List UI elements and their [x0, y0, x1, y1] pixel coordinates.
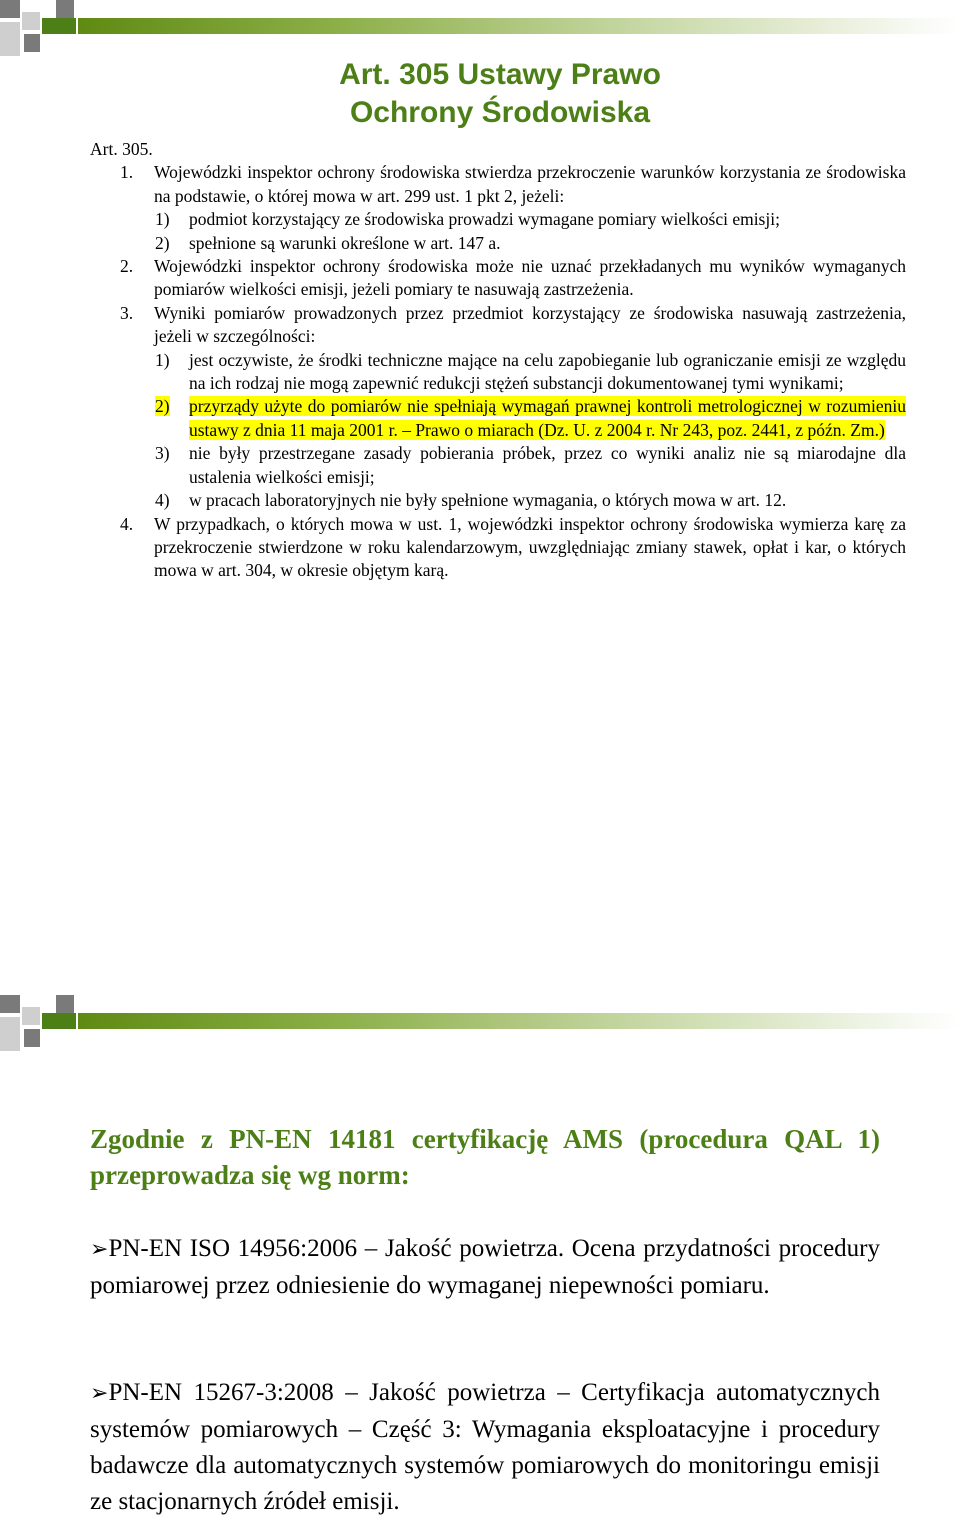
light-square-icon: [22, 12, 40, 30]
header-gradient-bar: [78, 18, 960, 34]
header-gradient-bar: [78, 1013, 960, 1029]
highlighted-sub-list-item: 2) przyrządy użyte do pomiarów nie spełniają wymagań prawnej kontroli metrologicznej w rozumieniu ustawy z dnia 11 maja 2001 r. – Prawo o miarach (Dz. U. z 2004 r. Nr 243, poz. 2441, z późn. Zm.): [155, 396, 906, 440]
norm-bullet: ➢PN-EN ISO 14956:2006 – Jakość powietrza. Ocena przydatności procedury pomiarowej przez odniesienie do wymaganej niepewności pomiaru.: [90, 1235, 880, 1299]
gray-square-icon: [0, 0, 20, 18]
green-square-icon: [42, 1013, 76, 1029]
sub-list-item: 3) nie były przestrzegane zasady pobierania próbek, przez co wyniki analiz nie są miarodajne dla ustalenia wielkości emisji;: [155, 443, 906, 487]
gray-square-icon: [24, 34, 40, 52]
list-item: 4. W przypadkach, o których mowa w ust. 1, wojewódzki inspektor ochrony środowiska wymierza karę za przekroczenie stwierdzone w roku kalendarzowym, uwzględniając zmiany stawek, opłat i kar, o których mowa w art. 304, w okresie objętym karą.: [120, 513, 906, 581]
sub-list-item: 2) spełnione są warunki określone w art. 147 a.: [155, 232, 501, 253]
sub-list-item: 1) podmiot korzystający ze środowiska prowadzi wymagane pomiary wielkości emisji;: [155, 209, 780, 230]
header-decoration: [0, 995, 960, 1055]
gray-square-icon: [56, 0, 74, 18]
slide-2: [0, 995, 960, 1519]
slide-title: Art. 305 Ustawy Prawo Ochrony Środowiska: [339, 58, 661, 129]
list-item: 3. Wyniki pomiarów prowadzonych przez przedmiot korzystający ze środowiska nasuwają zastrzeżenia, jeżeli w szczególności:: [120, 302, 906, 347]
light-square-icon: [0, 22, 20, 56]
green-square-icon: [42, 18, 76, 34]
norm-bullet: ➢PN-EN 15267-3:2008 – Jakość powietrza – Certyfikacja automatycznych systemów pomiarowych – Część 3: Wymagania eksploatacyjne i procedury badawcze dla automatycznych systemów pomiarowych do monitoringu emisji ze stacjonarnych źródeł emisji.: [90, 1379, 880, 1515]
article-heading: Art. 305.: [90, 139, 153, 159]
header-decoration: [0, 0, 960, 60]
sub-list-item: 4) w pracach laboratoryjnych nie były spełnione wymagania, o których mowa w art. 12.: [155, 490, 787, 511]
arrow-bullet-icon: ➢: [90, 1381, 109, 1406]
light-square-icon: [22, 1007, 40, 1025]
list-item: 1. Wojewódzki inspektor ochrony środowiska stwierdza przekroczenie warunków korzystania ze środowiska na podstawie, o której mowa w art. 299 ust. 1 pkt 2, jeżeli:: [120, 162, 906, 206]
light-square-icon: [0, 1017, 20, 1051]
sub-list-item: 1) jest oczywiste, że środki techniczne mające na celu zapobieganie lub ograniczanie emisji ze względu na ich rodzaj nie mogą zapewnić redukcji stężeń substancji dokumentowanej tymi wynikami;: [155, 349, 906, 394]
gray-square-icon: [24, 1029, 40, 1047]
article-text: [90, 138, 906, 583]
slide-2-heading: Zgodnie z PN-EN 14181 certyfikację AMS (procedura QAL 1) przeprowadza się wg norm:: [90, 1124, 880, 1190]
gray-square-icon: [0, 995, 20, 1013]
list-item: 2. Wojewódzki inspektor ochrony środowiska może nie uznać przekładanych mu wyników wymaganych pomiarów wielkości emisji, jeżeli pomiary te nasuwają zastrzeżenia.: [120, 256, 906, 300]
gray-square-icon: [56, 995, 74, 1013]
arrow-bullet-icon: ➢: [90, 1237, 109, 1262]
